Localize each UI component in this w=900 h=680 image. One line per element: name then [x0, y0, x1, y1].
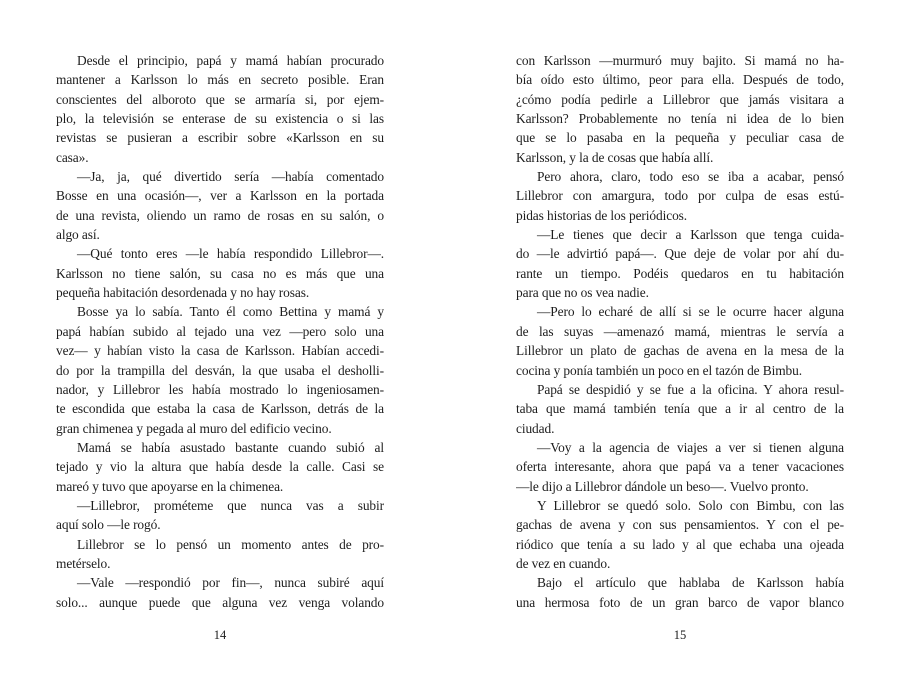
text-line: para que no os vea nadie. [516, 285, 649, 301]
text-line: —Qué tonto eres —le había respondido Lillebror—. [77, 246, 384, 262]
text-line: Karlsson, y la de cosas que había allí. [516, 149, 714, 165]
text-line: pidas historias de los periódicos. [516, 207, 688, 223]
text-line: Papá se despidió y se fue a la oficina. Y ahora resul- [537, 381, 844, 397]
page-number-right: 15 [673, 628, 687, 642]
text-line: te escondida que estaba la casa de Karlsson, detrás de la [56, 401, 384, 417]
text-line: papá habían subido al tejado una vez —pero solo una [56, 323, 384, 339]
text-line: algo así. [56, 227, 100, 243]
text-line: cocina y ponía también un poco en el tazón de Bimbu. [516, 362, 802, 378]
text-line: gachas de avena y con sus pensamientos. Y con el pe- [516, 517, 844, 533]
text-line: riódico que tenía a su lado y al que echaba una ojeada [516, 536, 844, 552]
text-line: oferta interesante, ahora que papá va a tener vacaciones [516, 459, 844, 475]
text-line: —Voy a la agencia de viajes a ver si tienen alguna [537, 439, 844, 455]
text-line: Karlsson? Probablemente no tenía ni idea de lo bien [516, 111, 844, 127]
text-line: —Lillebror, prométeme que nunca vas a subir [77, 497, 384, 513]
text-line: Mamá se había asustado bastante cuando subió al [77, 439, 384, 455]
text-line: conscientes del alboroto que se armaría si, por ejem- [56, 91, 384, 107]
text-line: aquí solo —le rogó. [56, 517, 161, 533]
text-line: Y Lillebror se quedó solo. Solo con Bimbu, con las [537, 497, 844, 513]
text-line: ciudad. [516, 420, 555, 436]
text-line: vez— y habían visto la casa de Karlsson. Habían accedi- [56, 343, 384, 359]
text-line: de una revista, oliendo un ramo de rosas en su salón, o [56, 207, 384, 223]
text-line: rante un tiempo. Podéis quedaros en tu habitación [516, 265, 844, 281]
text-line: revistas se pusieran a escribir sobre «Karlsson en su [56, 130, 384, 146]
text-line: bía oído esto último, peor para ella. Después de todo, [516, 72, 844, 88]
page-text [516, 51, 844, 612]
text-line: tejado y vio la altura que había desde la calle. Casi se [56, 459, 384, 475]
text-line: Lillebror un plato de gachas de avena en la mesa de la [516, 343, 844, 359]
text-line: Desde el principio, papá y mamá habían procurado [77, 53, 384, 68]
text-line: —Le tienes que decir a Karlsson que tenga cuida- [537, 227, 844, 243]
text-line: Pero ahora, claro, todo eso se iba a acabar, pensó [537, 169, 844, 185]
text-line: —le dijo a Lillebror dándole un beso—. Vuelvo pronto. [516, 478, 809, 494]
page-number-left: 14 [213, 628, 227, 642]
text-line: Lillebror se lo pensó un momento antes de pro- [77, 536, 384, 552]
text-line: de vez en cuando. [516, 555, 611, 571]
text-line: do —le advirtió papá—. Que deje de volar por ahí du- [516, 246, 844, 262]
text-line: que se lo pasaba en la pequeña y peculiar casa de [516, 130, 844, 146]
text-line: —Pero lo echaré de allí si se le ocurre hacer alguna [537, 304, 844, 320]
text-line: metérselo. [56, 555, 111, 571]
text-line: de las suyas —amenazó mamá, mientras le servía a [516, 323, 844, 339]
text-line: Bosse ya lo sabía. Tanto él como Bettina y mamá y [77, 304, 384, 320]
text-line: ¿cómo podía pedirle a Lillebror que jamás visitara a [516, 91, 844, 107]
text-line: —Vale —respondió por fin—, nunca subiré aquí [77, 575, 384, 591]
page-text [56, 51, 384, 612]
text-line: Bajo el artículo que hablaba de Karlsson había [537, 575, 844, 591]
page-right [460, 0, 860, 680]
text-line: plo, la televisión se enterase de su existencia o si las [56, 111, 384, 127]
text-line: taba que mamá también tenía que a ir al centro de la [516, 401, 844, 417]
text-line: —Ja, ja, qué divertido sería —había comentado [77, 169, 384, 185]
text-line: gran chimenea y pegada al muro del edificio vecino. [56, 420, 332, 436]
text-line: do por la trampilla del desván, la que usaba el desholli- [56, 362, 384, 378]
text-line: con Karlsson —murmuró muy bajito. Si mamá no ha- [516, 53, 844, 68]
text-line: mantener a Karlsson lo más en secreto posible. Eran [56, 72, 384, 88]
text-line: solo... aunque puede que alguna vez venga volando [56, 594, 384, 610]
text-line: Bosse en una ocasión—, ver a Karlsson en la portada [56, 188, 384, 204]
text-line: casa». [56, 149, 89, 165]
text-line: Karlsson no tiene salón, su casa no es más que una [56, 265, 384, 281]
text-line: nador, y Lillebror les había mostrado lo ingeniosamen- [56, 381, 384, 397]
text-line: una hermosa foto de un gran barco de vapor blanco [516, 594, 844, 610]
text-line: Lillebror con amargura, todo por culpa de esas estú- [516, 188, 844, 204]
page-left [0, 0, 400, 680]
text-line: pequeña habitación desordenada y no hay rosas. [56, 285, 310, 301]
text-line: mareó y tuvo que apoyarse en la chimenea. [56, 478, 284, 494]
